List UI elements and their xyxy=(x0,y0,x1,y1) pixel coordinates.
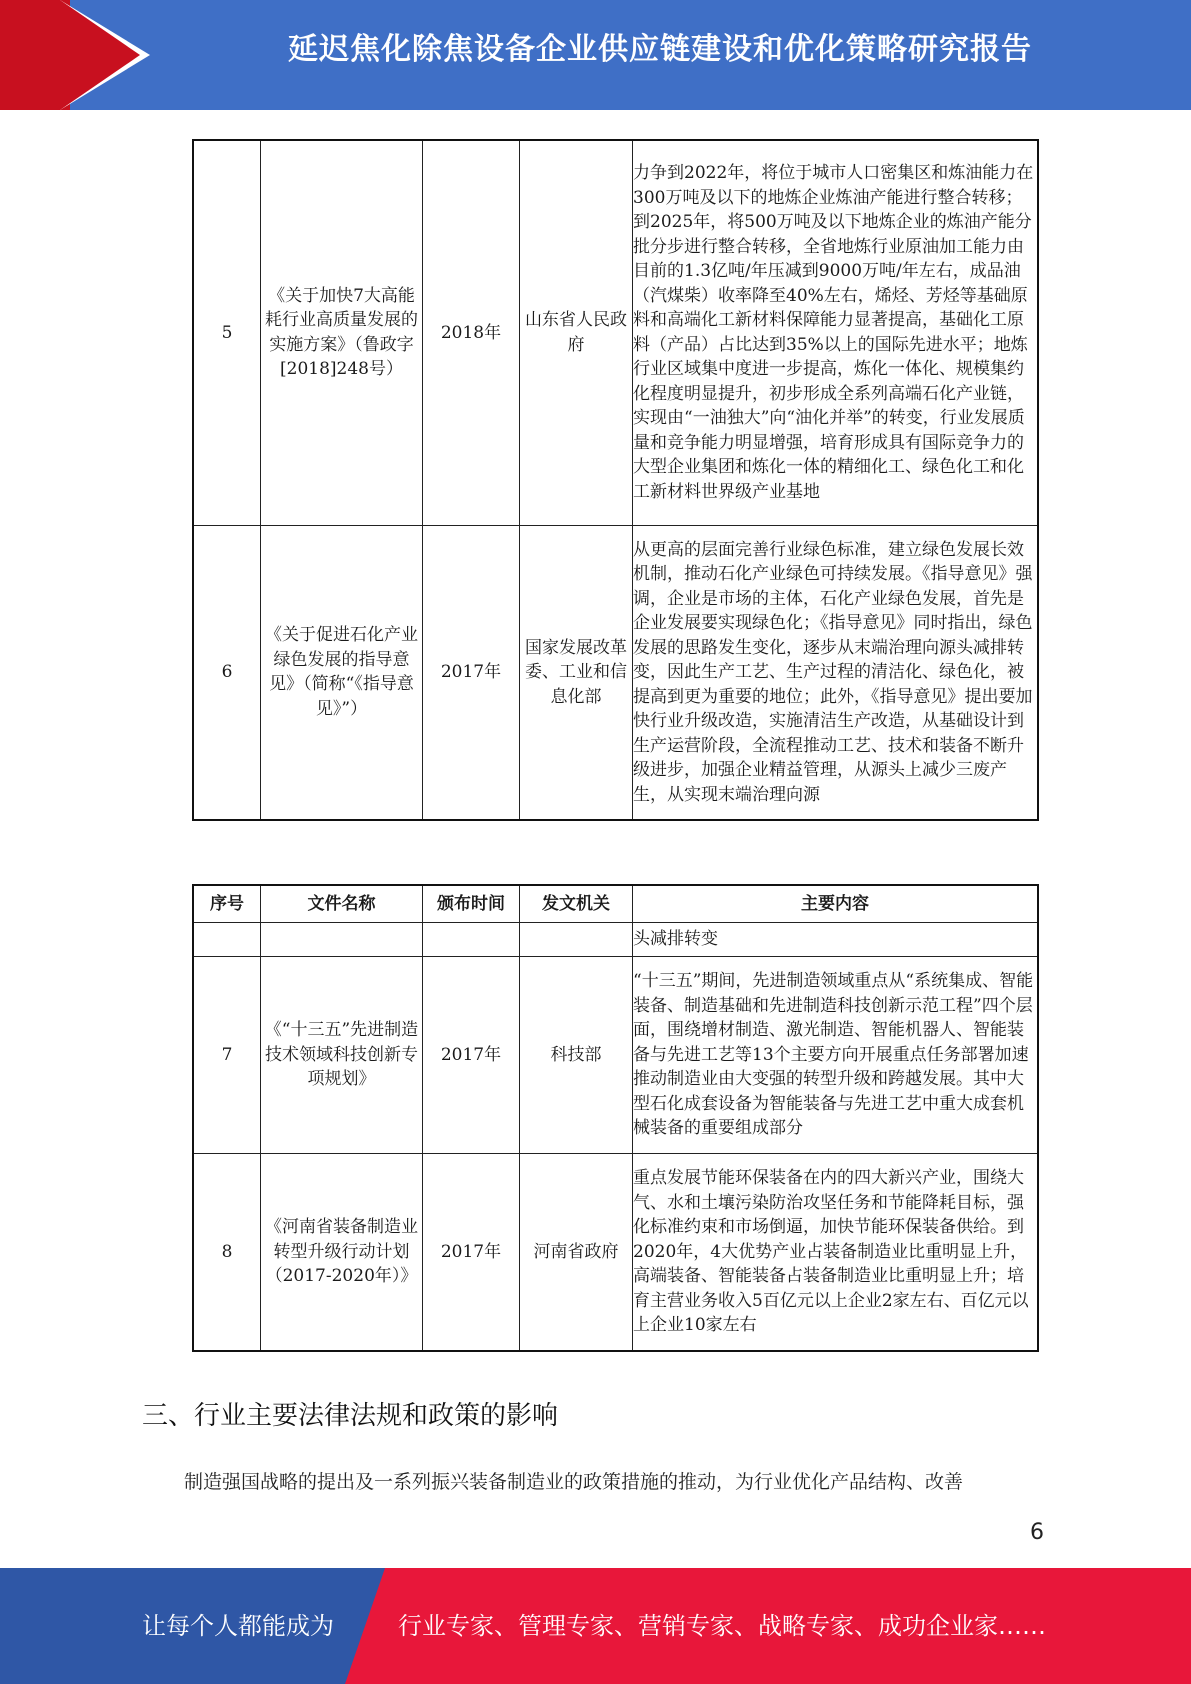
document-name: 《关于加快7大高能耗行业高质量发展的实施方案》（鲁政字[2018]248号） xyxy=(261,140,423,525)
row-number: 6 xyxy=(193,525,261,820)
main-content: 重点发展节能环保装备在内的四大新兴产业，围绕大气、水和土壤污染防治攻坚任务和节能降耗目标，强化标准约束和市场倒逼，加快节能环保装备供给。到2020年，4大优势产业占装备制造业比重明显上升，高端装备、智能装备占装备制造业比重明显上升；培育主营业务收入5百亿元以上企业2家左右、百亿元以上企业10家左右 xyxy=(633,1154,1039,1351)
footer-slogan-right: 行业专家、管理专家、营销专家、战略专家、成功企业家…… xyxy=(398,1612,1046,1640)
issuing-authority: 科技部 xyxy=(520,957,633,1154)
issue-year xyxy=(423,923,520,957)
table-row xyxy=(193,957,1038,1154)
main-content: 从更高的层面完善行业绿色标准，建立绿色发展长效机制，推动石化产业绿色可持续发展。《指导意见》强调，企业是市场的主体，石化产业绿色发展，首先是企业发展要实现绿色化；《指导意见》同时指出，绿色发展的思路发生变化，逐步从末端治理向源头减排转变，因此生产工艺、生产过程的清洁化、绿色化，被提高到更为重要的地位；此外，《指导意见》提出要加快行业升级改造，实施清洁生产改造，从基础设计到生产运营阶段，全流程推动工艺、技术和装备不断升级进步，加强企业精益管理，从源头上减少三废产生，从实现末端治理向源 xyxy=(633,525,1039,820)
table-row xyxy=(193,525,1038,820)
issue-year: 2017年 xyxy=(423,957,520,1154)
header-chevron-red xyxy=(60,0,140,110)
column-header-number: 序号 xyxy=(193,885,261,923)
page-header xyxy=(0,0,1191,110)
column-header-name: 文件名称 xyxy=(261,885,423,923)
main-content: “十三五”期间，先进制造领域重点从“系统集成、智能装备、制造基础和先进制造科技创新示范工程”四个层面，围绕增材制造、激光制造、智能机器人、智能装备与先进工艺等13个主要方向开展重点任务部署加速推动制造业由大变强的转型升级和跨越发展。其中大型石化成套设备为智能装备与先进工艺中重大成套机械装备的重要组成部分 xyxy=(633,957,1039,1154)
table-header-row xyxy=(193,885,1038,923)
table-row xyxy=(193,140,1038,525)
row-number: 5 xyxy=(193,140,261,525)
document-name xyxy=(261,923,423,957)
issue-year: 2017年 xyxy=(423,1154,520,1351)
footer-blue-slant xyxy=(345,1568,385,1684)
table-row xyxy=(193,923,1038,957)
main-content: 力争到2022年，将位于城市人口密集区和炼油能力在300万吨及以下的地炼企业炼油产能进行整合转移；到2025年，将500万吨及以下地炼企业的炼油产能分批分步进行整合转移，全省地炼行业原油加工能力由目前的1.3亿吨/年压减到9000万吨/年左右，成品油（汽煤柴）收率降至40%左右，烯烃、芳烃等基础原料和高端化工新材料保障能力显著提高，基础化工原料（产品）占比达到35%以上的国际先进水平；地炼行业区域集中度进一步提高，炼化一体化、规模集约化程度明显提升，初步形成全系列高端石化产业链，实现由“一油独大”向“油化并举”的转变，行业发展质量和竞争能力明显增强，培育形成具有国际竞争力的大型企业集团和炼化一体的精细化工、绿色化工和化工新材料世界级产业基地 xyxy=(633,140,1039,525)
footer-slogan-left: 让每个人都能成为 xyxy=(142,1612,334,1640)
report-title: 延迟焦化除焦设备企业供应链建设和优化策略研究报告 xyxy=(288,32,1032,67)
issuing-authority: 山东省人民政府 xyxy=(520,140,633,525)
column-header-year: 颁布时间 xyxy=(423,885,520,923)
document-name: 《关于促进石化产业绿色发展的指导意见》（简称“《指导意见》”） xyxy=(261,525,423,820)
issuing-authority: 国家发展改革委、工业和信息化部 xyxy=(520,525,633,820)
row-number xyxy=(193,923,261,957)
page-footer xyxy=(0,1568,1191,1684)
issue-year: 2017年 xyxy=(423,525,520,820)
document-name: 《河南省装备制造业转型升级行动计划（2017-2020年）》 xyxy=(261,1154,423,1351)
section-heading: 三、行业主要法律法规和政策的影响 xyxy=(142,1401,559,1431)
row-number: 7 xyxy=(193,957,261,1154)
table-row xyxy=(193,1154,1038,1351)
page-number: 6 xyxy=(1030,1520,1044,1545)
issuing-authority: 河南省政府 xyxy=(520,1154,633,1351)
policy-table-continued xyxy=(192,139,1039,821)
column-header-content: 主要内容 xyxy=(633,885,1039,923)
issuing-authority xyxy=(520,923,633,957)
policy-table xyxy=(192,884,1039,1352)
row-number: 8 xyxy=(193,1154,261,1351)
issue-year: 2018年 xyxy=(423,140,520,525)
column-header-authority: 发文机关 xyxy=(520,885,633,923)
document-name: 《“十三五”先进制造技术领域科技创新专项规划》 xyxy=(261,957,423,1154)
main-content: 头减排转变 xyxy=(633,923,1039,957)
body-paragraph: 制造强国战略的提出及一系列振兴装备制造业的政策措施的推动，为行业优化产品结构、改善 xyxy=(184,1471,964,1493)
